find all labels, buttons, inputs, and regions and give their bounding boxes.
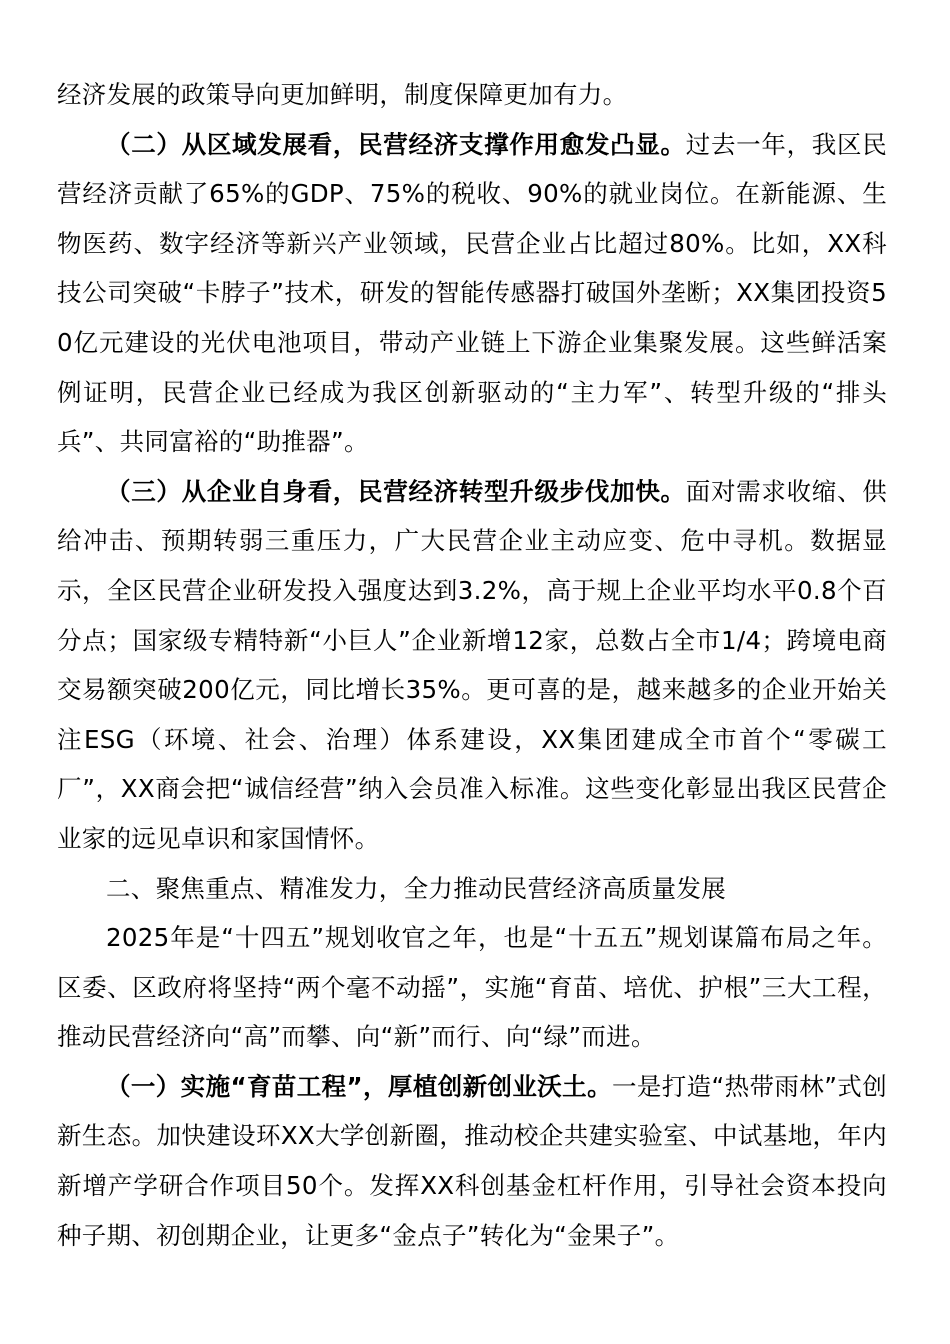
paragraph-text: 面对需求收缩、供给冲击、预期转弱三重压力，广大民营企业主动应变、危中寻机。数据显示，全区民营企业研发投入强度达到3.2%，高于规上企业平均水平0.8个百分点；国家级专精特新“小巨人”企业新增12家，总数占全市1/4；跨境电商交易额突破200亿元，同比增长35%。更可喜的是，越来越多的企业开始关注ESG（环境、社会、治理）体系建设，XX集团建成全市首个“零碳工厂”，XX商会把“诚信经营”纳入会员准入标准。这些变化彰显出我区民营企业家的远见卓识和家国情怀。 bbox=[57, 476, 887, 853]
paragraph-text: 2025年是“十四五”规划收官之年，也是“十五五”规划谋篇布局之年。区委、区政府将坚持“两个毫不动摇”，实施“育苗、培优、护根”三大工程，推动民营经济向“高”而攀、向“新”而行、向“绿”而进。 bbox=[57, 923, 887, 1052]
paragraph-text: 过去一年，我区民营经济贡献了65%的GDP、75%的税收、90%的就业岗位。在新能源、生物医药、数字经济等新兴产业领域，民营企业占比超过80%。比如，XX科技公司突破“卡脖子”技术，研发的智能传感器打破国外垄断；XX集团投资50亿元建设的光伏电池项目，带动产业链上下游企业集聚发展。这些鲜活案例证明，民营企业已经成为我区创新驱动的“主力军”、转型升级的“排头兵”、共同富裕的“助推器”。 bbox=[57, 129, 887, 457]
chapter-heading-text: 二、聚焦重点、精准发力，全力推动民营经济高质量发展 bbox=[106, 873, 726, 903]
section-heading-3: （三）从企业自身看，民营经济转型升级步伐加快。 bbox=[106, 476, 686, 506]
paragraph-text: 经济发展的政策导向更加鲜明，制度保障更加有力。 bbox=[57, 80, 628, 109]
paragraph-2025-plan bbox=[57, 913, 887, 1062]
paragraph-text: 一是打造“热带雨林”式创新生态。加快建设环XX大学创新圈，推动校企共建实验室、中试基地，年内新增产学研合作项目50个。发挥XX科创基金杠杆作用，引导社会资本投向种子期、初创期企业，让更多“金点子”转化为“金果子”。 bbox=[57, 1071, 887, 1250]
paragraph-enterprise-upgrade bbox=[57, 467, 887, 864]
section-heading-2: （二）从区域发展看，民营经济支撑作用愈发凸显。 bbox=[106, 129, 686, 159]
paragraph-regional-development bbox=[57, 120, 887, 467]
paragraph-policy-continuation bbox=[57, 70, 887, 120]
chapter-heading-two bbox=[57, 864, 887, 914]
paragraph-seedling-project bbox=[57, 1062, 887, 1260]
document-page bbox=[57, 70, 887, 1260]
section-heading-1: （一）实施“育苗工程”，厚植创新创业沃土。 bbox=[106, 1071, 612, 1101]
